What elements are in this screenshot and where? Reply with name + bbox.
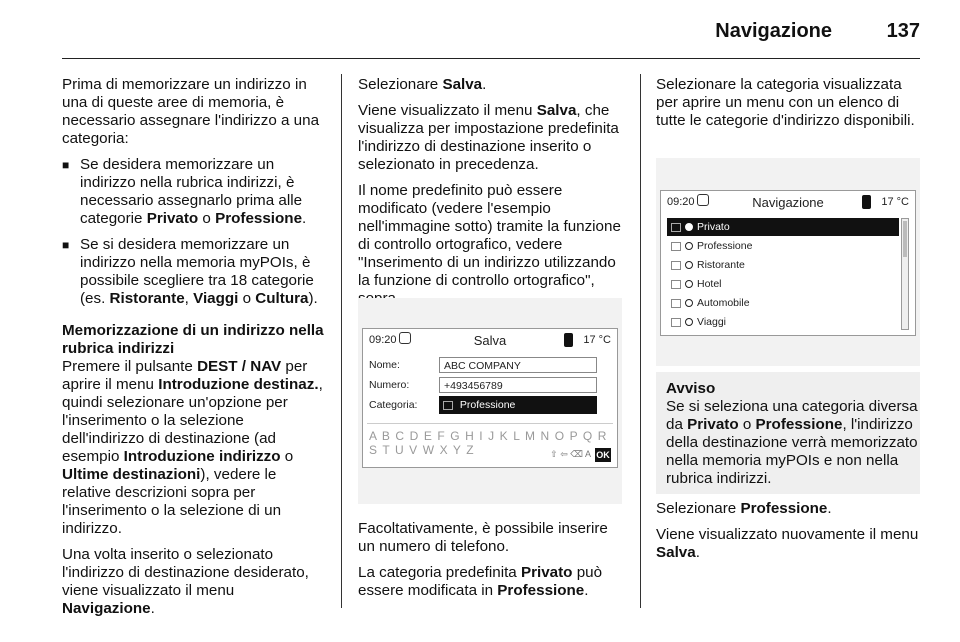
radio-icon xyxy=(685,299,693,307)
list-item: ■ Se desidera memorizzare un indirizzo nella rubrica indirizzi, è necessario assegnarlo prima alle categorie Privato o Professione. xyxy=(62,156,307,227)
column-divider xyxy=(640,74,641,608)
category-item-hotel[interactable]: Hotel xyxy=(667,275,722,293)
name-label: Nome: xyxy=(369,359,400,371)
ok-button[interactable]: OK xyxy=(596,450,610,460)
category-selector[interactable]: Professione xyxy=(439,396,597,414)
thermometer-icon xyxy=(564,333,573,347)
salva-screen-figure xyxy=(358,298,622,504)
paragraph: Il nome predefinito può essere modificato (vedere l'esempio nell'immagine sotto) tramite la funzione di controllo ortografico, vedere "Inserimento di un indirizzo utilizzando la funzione di controllo ortografico", xyxy=(358,182,621,289)
bullet-list xyxy=(62,156,324,308)
temperature: 17 °C xyxy=(583,334,611,346)
note-text: Se si seleziona una categoria diversa da Privato o Professione, l'indirizzo della destinazione verrà memorizzato nella memoria myPOIs e non nella rubrica indirizzi. xyxy=(666,398,918,487)
category-icon xyxy=(671,261,681,270)
paragraph: Viene visualizzato nuovamente il menu Salva. xyxy=(656,526,919,561)
category-label: Categoria: xyxy=(369,399,418,411)
number-label: Numero: xyxy=(369,379,410,391)
column-3-lower xyxy=(656,500,920,570)
thermometer-icon xyxy=(862,195,871,209)
column-2 xyxy=(358,76,624,316)
alphabet-keyboard[interactable]: A B C D E F G H I J K L M N O P Q R S T U V W X Y Z xyxy=(369,429,608,457)
page-header xyxy=(0,0,960,58)
temperature: 17 °C xyxy=(881,196,909,208)
paragraph: Selezionare Salva. xyxy=(358,76,487,93)
screen-title: Salva xyxy=(473,333,507,348)
category-icon xyxy=(671,280,681,289)
category-icon xyxy=(671,242,681,251)
category-screen xyxy=(660,190,916,336)
category-item-ristorante[interactable]: Ristorante xyxy=(667,256,745,274)
page-title: Navigazione xyxy=(715,20,832,42)
radio-selected-icon xyxy=(685,223,693,231)
category-icon xyxy=(671,299,681,308)
paragraph: Selezionare la categoria visualizzata per aprire un menu con un elenco di tutte le categorie d'indirizzo disponibili. xyxy=(656,76,915,129)
note-title: Avviso xyxy=(666,380,716,397)
category-item-automobile[interactable]: Automobile xyxy=(667,294,750,312)
note-content xyxy=(666,380,918,496)
page-number: 137 xyxy=(886,20,920,42)
screen-title: Navigazione xyxy=(752,195,824,210)
screen-status-bar xyxy=(363,329,617,353)
radio-icon xyxy=(685,318,693,326)
bullet-icon: ■ xyxy=(62,158,70,172)
category-screen-figure xyxy=(656,158,920,366)
category-item-privato[interactable]: Privato xyxy=(667,218,899,236)
keyboard-control-keys[interactable]: ⇧ ⇦ ⌫ A xyxy=(550,449,591,459)
column-2-lower xyxy=(358,520,624,608)
paragraph: La categoria predefinita Privato può essere modificata in Professione. xyxy=(358,564,603,599)
scrollbar[interactable] xyxy=(901,218,909,330)
category-item-professione[interactable]: Professione xyxy=(667,237,752,255)
category-icon xyxy=(443,401,453,410)
paragraph: Una volta inserito o selezionato l'indirizzo di destinazione desiderato, viene visualizzato il menu Navigazione. xyxy=(62,546,309,617)
paragraph: Facoltativamente, è possibile inserire un numero di telefono. xyxy=(358,520,608,555)
category-icon xyxy=(671,223,681,232)
salva-screen xyxy=(362,328,618,468)
radio-icon xyxy=(685,280,693,288)
paragraph: Prima di memorizzare un indirizzo in una di queste aree di memoria, è necessario assegnare l'indirizzo a una categoria: xyxy=(62,76,320,147)
column-3 xyxy=(656,76,920,138)
clock-time: 09:20 xyxy=(667,196,695,208)
paragraph: Selezionare Professione. xyxy=(656,500,832,517)
section-heading: Memorizzazione di un indirizzo nella rubrica indirizzi xyxy=(62,322,324,357)
radio-icon xyxy=(685,261,693,269)
screen-status-bar xyxy=(661,191,915,215)
paragraph: Viene visualizzato il menu Salva, che visualizza per impostazione predefinita l'indirizzo di destinazione inserito o selezionato in precedenza. xyxy=(358,102,619,173)
scrollbar-thumb[interactable] xyxy=(903,221,907,257)
number-field[interactable]: +493456789 xyxy=(439,377,597,393)
separator xyxy=(367,423,613,424)
bullet-icon: ■ xyxy=(62,238,70,252)
column-divider xyxy=(341,74,342,608)
category-item-viaggi[interactable]: Viaggi xyxy=(667,313,726,331)
paragraph: Premere il pulsante DEST / NAV per aprire il menu Introduzione destinaz., quindi selezionare un'opzione per l'inserimento o la selezione dell'indirizzo di destinazione (ad esempio Introduzione indirizzo o Ultime destinazioni), vedere le relative descrizioni sopra per l'inserimento o la selezione di un indirizzo. xyxy=(62,358,323,537)
clock-time: 09:20 xyxy=(369,334,397,346)
radio-icon xyxy=(685,242,693,250)
column-1 xyxy=(62,76,324,626)
list-item: ■ Se si desidera memorizzare un indirizzo nella memoria myPOIs, è possibile scegliere tra 18 categorie (es. Ristorante, Viaggi o Cultura). xyxy=(62,236,318,307)
name-field[interactable]: ABC COMPANY xyxy=(439,357,597,373)
category-icon xyxy=(671,318,681,327)
header-rule xyxy=(62,58,920,59)
